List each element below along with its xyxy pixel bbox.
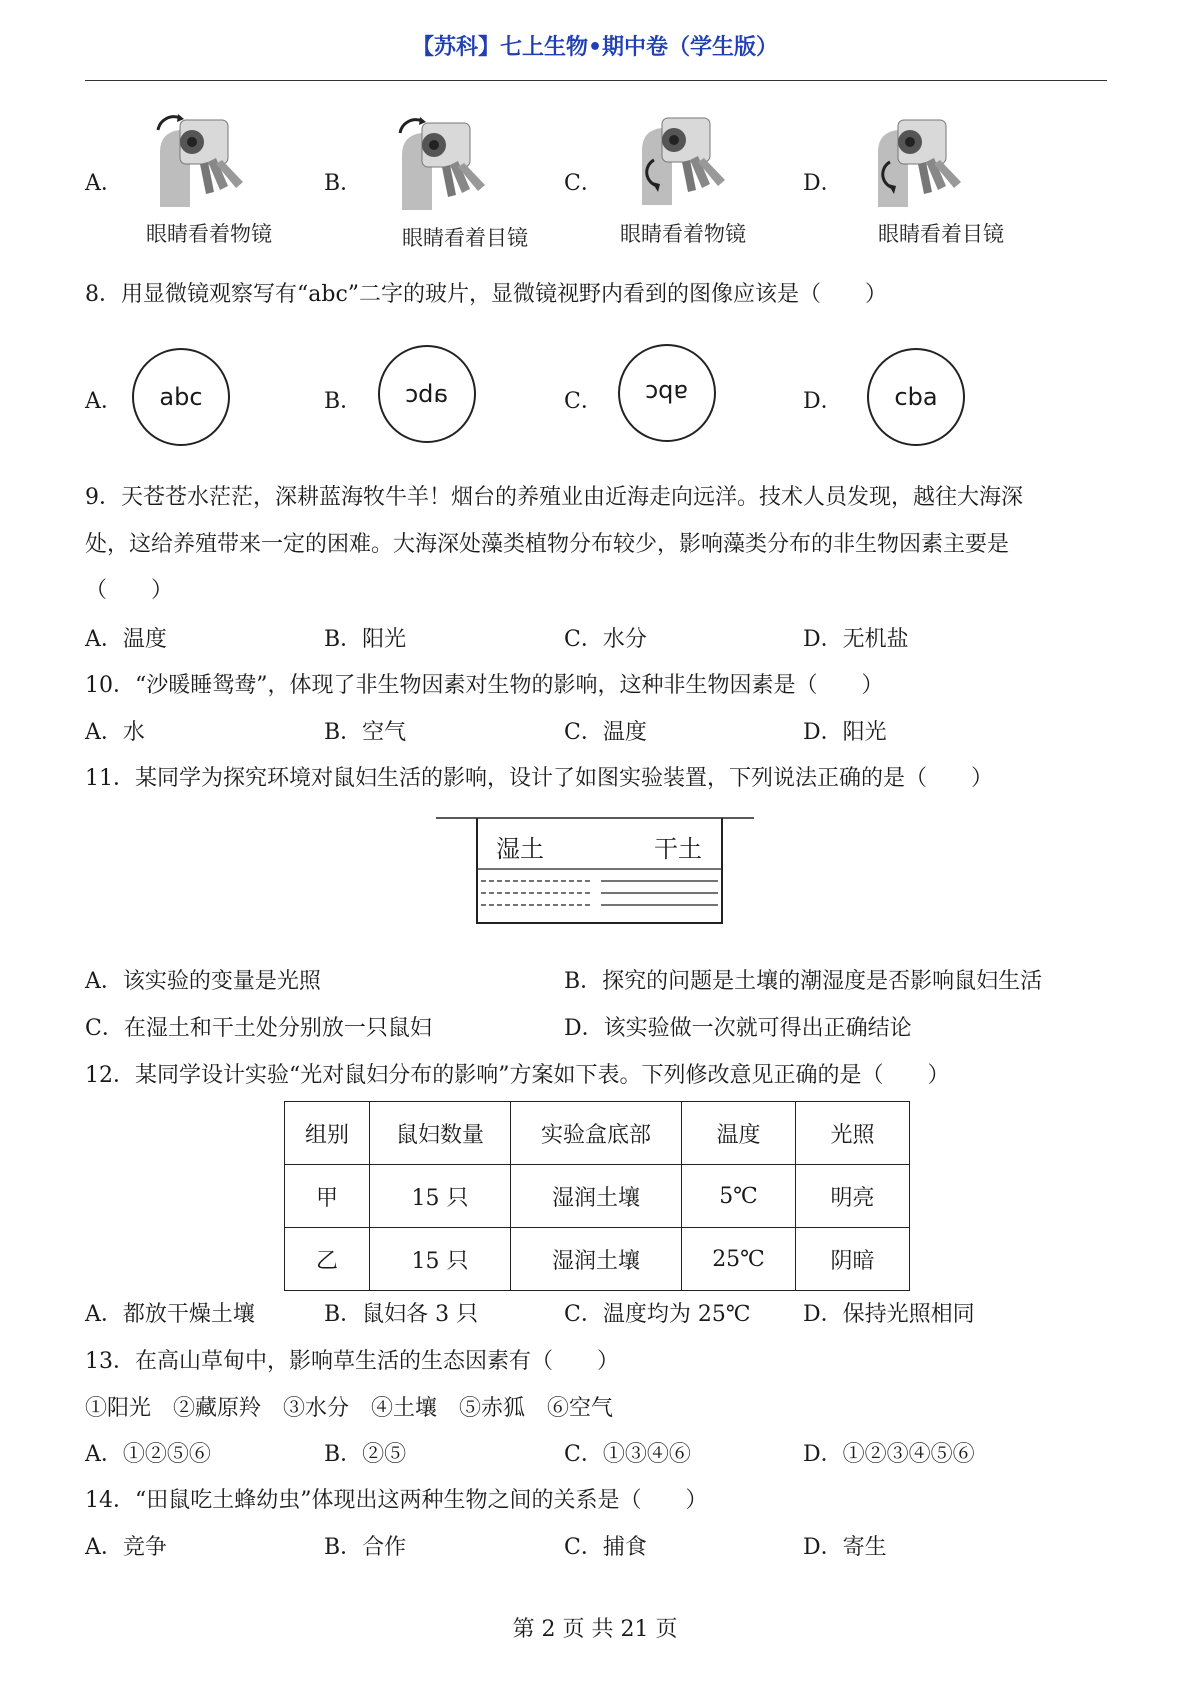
q8-option-d-circle: [867, 348, 965, 446]
q8-option-c-circle: [618, 344, 716, 442]
q12-stem: 12．某同学设计实验“光对鼠妇分布的影响”方案如下表。下列修改意见正确的是（ ）: [85, 1063, 950, 1088]
q8-option-d-label[interactable]: D．: [803, 389, 843, 414]
table-header-cell: 温度: [682, 1102, 796, 1165]
table-row: [285, 1228, 910, 1291]
q9-option-d[interactable]: D．无机盐: [803, 627, 909, 652]
q7-option-b-label[interactable]: B．: [324, 171, 363, 196]
q11-option-c[interactable]: C．在湿土和干土处分别放一只鼠妇: [85, 1016, 432, 1041]
q13-option-d[interactable]: D．①②③④⑤⑥: [803, 1442, 975, 1467]
q9-option-b[interactable]: B．阳光: [324, 627, 407, 652]
q11-option-a[interactable]: A．该实验的变量是光照: [85, 969, 321, 994]
q11-option-d[interactable]: D．该实验做一次就可得出正确结论: [564, 1016, 912, 1041]
header-divider: [85, 80, 1107, 81]
page-footer: 第 2 页 共 21 页: [512, 1617, 678, 1642]
table-cell: 阴暗: [796, 1228, 910, 1291]
q12-option-b[interactable]: B．鼠妇各 3 只: [324, 1302, 479, 1327]
q14-option-c[interactable]: C．捕食: [564, 1535, 647, 1560]
q8-option-b-label[interactable]: B．: [324, 389, 363, 414]
table-header-cell: 组别: [285, 1102, 370, 1165]
q11-stem: 11．某同学为探究环境对鼠妇生活的影响，设计了如图实验装置，下列说法正确的是（ ）: [85, 766, 993, 791]
q9-option-c[interactable]: C．水分: [564, 627, 647, 652]
table-cell: 乙: [285, 1228, 370, 1291]
microscope-icon: [632, 110, 742, 210]
q8-option-a-label[interactable]: A．: [85, 389, 123, 414]
q10-option-a[interactable]: A．水: [85, 720, 145, 745]
q10-option-c[interactable]: C．温度: [564, 720, 647, 745]
q7-option-a-caption: 眼睛看着物镜: [146, 222, 272, 246]
q11-experiment-diagram: [436, 815, 754, 925]
q10-option-b[interactable]: B．空气: [324, 720, 407, 745]
q12-experiment-table: [284, 1101, 910, 1291]
q8-option-c-text: abc: [645, 379, 689, 407]
q9-stem-line2: 处，这给养殖带来一定的困难。大海深处藻类植物分布较少，影响藻类分布的非生物因素主要是: [85, 532, 1010, 557]
q13-option-b[interactable]: B．②⑤: [324, 1442, 407, 1467]
table-cell: 甲: [285, 1165, 370, 1228]
q10-option-d[interactable]: D．阳光: [803, 720, 887, 745]
q13-stem: 13．在高山草甸中，影响草生活的生态因素有（ ）: [85, 1349, 619, 1374]
q9-stem-line3: （ ）: [85, 578, 174, 603]
table-header-cell: 鼠妇数量: [370, 1102, 511, 1165]
q12-option-a[interactable]: A．都放干燥土壤: [85, 1302, 255, 1327]
table-cell: 5℃: [682, 1165, 796, 1228]
q7-option-d-label[interactable]: D．: [803, 171, 843, 196]
q8-option-b-text: abc: [405, 380, 449, 408]
wet-soil-label: 湿土: [496, 835, 544, 863]
q9-stem-line1: 9．天苍苍水茫茫，深耕蓝海牧牛羊！烟台的养殖业由近海走向远洋。技术人员发现，越往大海深: [85, 485, 1024, 510]
table-cell: 湿润土壤: [511, 1165, 682, 1228]
q13-option-a[interactable]: A．①②⑤⑥: [85, 1442, 211, 1467]
dry-soil-label: 干土: [654, 835, 702, 863]
microscope-icon: [392, 115, 502, 215]
q7-option-b-caption: 眼睛看着目镜: [402, 226, 528, 250]
q13-option-c[interactable]: C．①③④⑥: [564, 1442, 691, 1467]
table-row: [285, 1165, 910, 1228]
q14-option-a[interactable]: A．竞争: [85, 1535, 167, 1560]
q11-option-b[interactable]: B．探究的问题是土壤的潮湿度是否影响鼠妇生活: [564, 969, 1043, 994]
q8-option-a-text: abc: [159, 383, 203, 411]
table-header-row: [285, 1102, 910, 1165]
microscope-icon: [868, 112, 978, 212]
q8-option-c-label[interactable]: C．: [564, 389, 603, 414]
soil-box-drawing: [436, 815, 754, 925]
q10-stem: 10．“沙暖睡鸳鸯”，体现了非生物因素对生物的影响，这种非生物因素是（ ）: [85, 673, 884, 698]
q14-option-d[interactable]: D．寄生: [803, 1535, 887, 1560]
q8-option-a-circle: [132, 348, 230, 446]
table-header-cell: 光照: [796, 1102, 910, 1165]
microscope-icon: [150, 112, 260, 212]
table-cell: 明亮: [796, 1165, 910, 1228]
q13-items: ①阳光 ②藏原羚 ③水分 ④土壤 ⑤赤狐 ⑥空气: [85, 1396, 614, 1421]
table-cell: 25℃: [682, 1228, 796, 1291]
q7-option-d-caption: 眼睛看着目镜: [878, 222, 1004, 246]
q7-option-c-label[interactable]: C．: [564, 171, 603, 196]
q8-option-b-circle: [378, 345, 476, 443]
table-cell: 湿润土壤: [511, 1228, 682, 1291]
q7-option-c-caption: 眼睛看着物镜: [620, 222, 746, 246]
q8-stem: 8．用显微镜观察写有“abc”二字的玻片，显微镜视野内看到的图像应该是（ ）: [85, 282, 888, 307]
q12-option-c[interactable]: C．温度均为 25℃: [564, 1302, 751, 1327]
q7-option-a-label[interactable]: A．: [85, 171, 123, 196]
q12-option-d[interactable]: D．保持光照相同: [803, 1302, 975, 1327]
table-cell: 15 只: [370, 1228, 511, 1291]
q14-option-b[interactable]: B．合作: [324, 1535, 407, 1560]
q8-option-d-text: cba: [894, 383, 938, 411]
table-cell: 15 只: [370, 1165, 511, 1228]
q14-stem: 14．“田鼠吃土蜂幼虫”体现出这两种生物之间的关系是（ ）: [85, 1488, 708, 1513]
table-header-cell: 实验盒底部: [511, 1102, 682, 1165]
q9-option-a[interactable]: A．温度: [85, 627, 167, 652]
page-header-title: 【苏科】七上生物•期中卷（学生版）: [411, 35, 779, 60]
